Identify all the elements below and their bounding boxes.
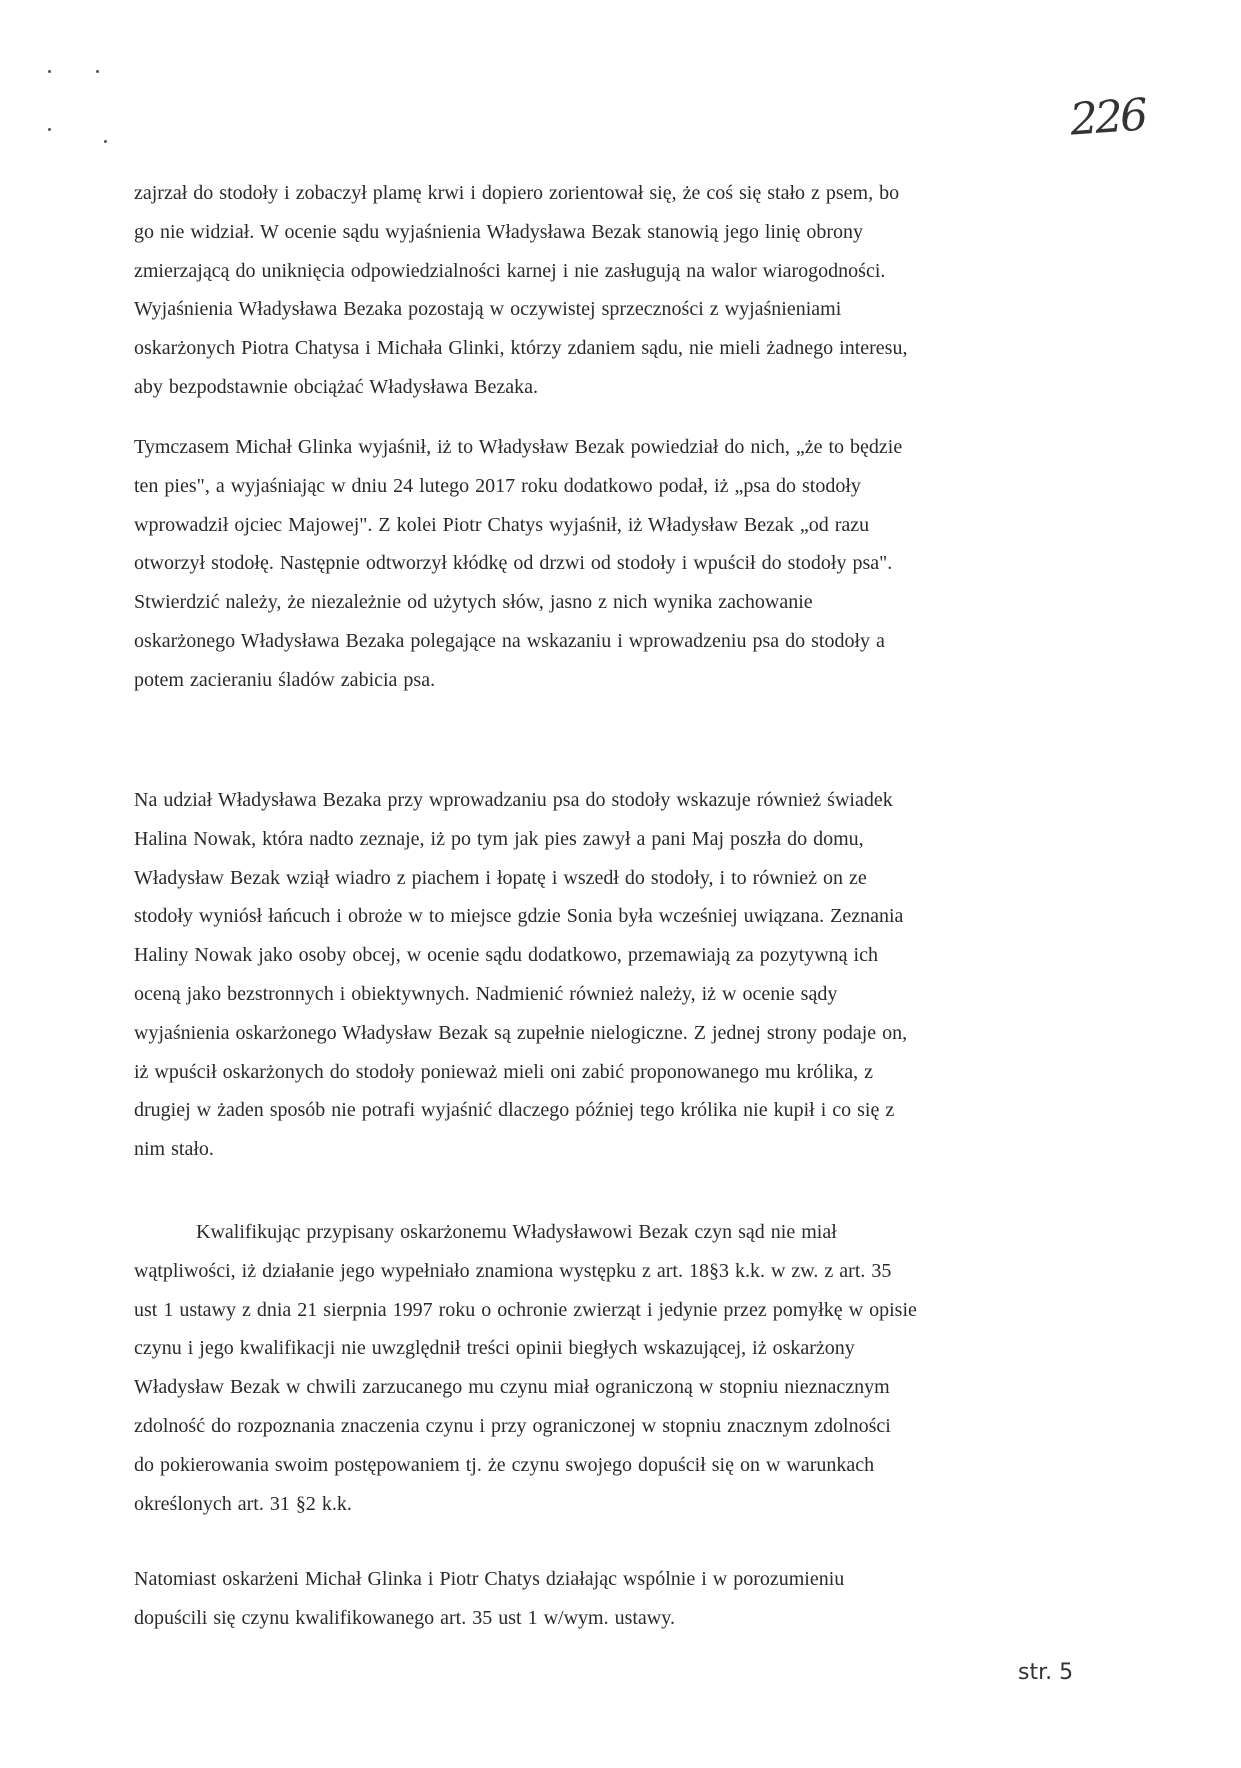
text-line: Na udział Władysława Bezaka przy wprowadzaniu psa do stodoły wskazuje również świadek [134, 789, 893, 811]
text-line: Władysław Bezak wziął wiadro z piachem i łopatę i wszedł do stodoły, i to również on ze [134, 866, 867, 889]
text-line: Tymczasem Michał Glinka wyjaśnił, iż to Władysław Bezak powiedział do nich, „że to będzie [134, 436, 903, 458]
text-line: ust 1 ustawy z dnia 21 sierpnia 1997 roku o ochronie zwierząt i jedynie przez pomyłkę w opisie [134, 1298, 917, 1321]
paragraph-4 [134, 1213, 1082, 1523]
text-line: oskarżonych Piotra Chatysa i Michała Glinki, którzy zdaniem sądu, nie mieli żadnego interesu, [134, 337, 908, 360]
paragraph-3 [134, 781, 1082, 1169]
text-line: oskarżonego Władysława Bezaka polegające na wskazaniu i wprowadzeniu psa do stodoły a [134, 629, 885, 652]
text-line: wyjaśnienia oskarżonego Władysław Bezak są zupełnie nielogiczne. Z jednej strony podaje on, [134, 1021, 908, 1044]
text-line: Wyjaśnienia Władysława Bezaka pozostają w oczywistej sprzeczności z wyjaśnieniami [134, 298, 842, 321]
text-line: Haliny Nowak jako osoby obcej, w ocenie sądu dodatkowo, przemawiają za pozytywną ich [134, 944, 878, 967]
scan-mark [96, 70, 99, 73]
handwritten-page-number: 226 [1068, 89, 1147, 146]
text-line: zmierzającą do uniknięcia odpowiedzialności karnej i nie zasługują na walor wiarogodności. [134, 259, 886, 282]
text-line: otworzył stodołę. Następnie odtworzył kłódkę od drzwi od stodoły i wpuścił do stodoły psa". [134, 552, 893, 575]
text-line: oceną jako bezstronnych i obiektywnych. Nadmienić również należy, iż w ocenie sądy [134, 982, 838, 1005]
text-line: wątpliwości, iż działanie jego wypełniało znamiona występku z art. 18§3 k.k. w zw. z art. 35 [134, 1259, 892, 1282]
text-line: nim stało. [134, 1138, 214, 1161]
scan-mark [104, 140, 107, 143]
text-line: drugiej w żaden sposób nie potrafi wyjaśnić dlaczego później tego królika nie kupił i co się z [134, 1099, 895, 1122]
text-line: aby bezpodstawnie obciążać Władysława Bezaka. [134, 375, 538, 398]
page-footer: str. 5 [1018, 1660, 1074, 1685]
text-line: stodoły wyniósł łańcuch i obroże w to miejsce gdzie Sonia była wcześniej uwiązana. Zeznania [134, 905, 904, 928]
text-line: do pokierowania swoim postępowaniem tj. że czynu swojego dopuścił się on w warunkach [134, 1453, 875, 1476]
scan-mark [48, 128, 51, 131]
text-line: czynu i jego kwalifikacji nie uwzględnił treści opinii biegłych wskazującej, iż oskarżony [134, 1337, 855, 1360]
text-line: potem zacieraniu śladów zabicia psa. [134, 668, 436, 691]
paragraph-1 [134, 174, 1082, 407]
text-line: określonych art. 31 §2 k.k. [134, 1492, 352, 1515]
text-line: Stwierdzić należy, że niezależnie od użytych słów, jasno z nich wynika zachowanie [134, 591, 813, 614]
text-line: Natomiast oskarżeni Michał Glinka i Piotr Chatys działając wspólnie i w porozumieniu [134, 1568, 845, 1590]
text-line: Halina Nowak, która nadto zeznaje, iż po tym jak pies zawył a pani Maj poszła do domu, [134, 827, 864, 850]
text-line: zajrzał do stodoły i zobaczył plamę krwi i dopiero zorientował się, że coś się stało z psem, bo [134, 182, 900, 204]
text-line: dopuścili się czynu kwalifikowanego art. 35 ust 1 w/wym. ustawy. [134, 1606, 675, 1629]
paragraph-2 [134, 428, 1082, 700]
text-line: wprowadził ojciec Majowej". Z kolei Piotr Chatys wyjaśnił, iż Władysław Bezak „od razu [134, 513, 870, 536]
text-line: Władysław Bezak w chwili zarzucanego mu czynu miał ograniczoną w stopniu nieznacznym [134, 1376, 890, 1399]
paragraph-5 [134, 1560, 1082, 1638]
text-line: go nie widział. W ocenie sądu wyjaśnienia Władysława Bezak stanowią jego linię obrony [134, 220, 864, 243]
text-line: ten pies", a wyjaśniając w dniu 24 lutego 2017 roku dodatkowo podał, iż „psa do stodoły [134, 474, 861, 497]
text-line: zdolność do rozpoznania znaczenia czynu i przy ograniczonej w stopniu znacznym zdolności [134, 1414, 891, 1437]
text-line: Kwalifikując przypisany oskarżonemu Władysławowi Bezak czyn sąd nie miał [196, 1221, 837, 1243]
scan-mark [48, 70, 51, 73]
text-line: iż wpuścił oskarżonych do stodoły ponieważ mieli oni zabić proponowanego mu królika, z [134, 1060, 874, 1083]
